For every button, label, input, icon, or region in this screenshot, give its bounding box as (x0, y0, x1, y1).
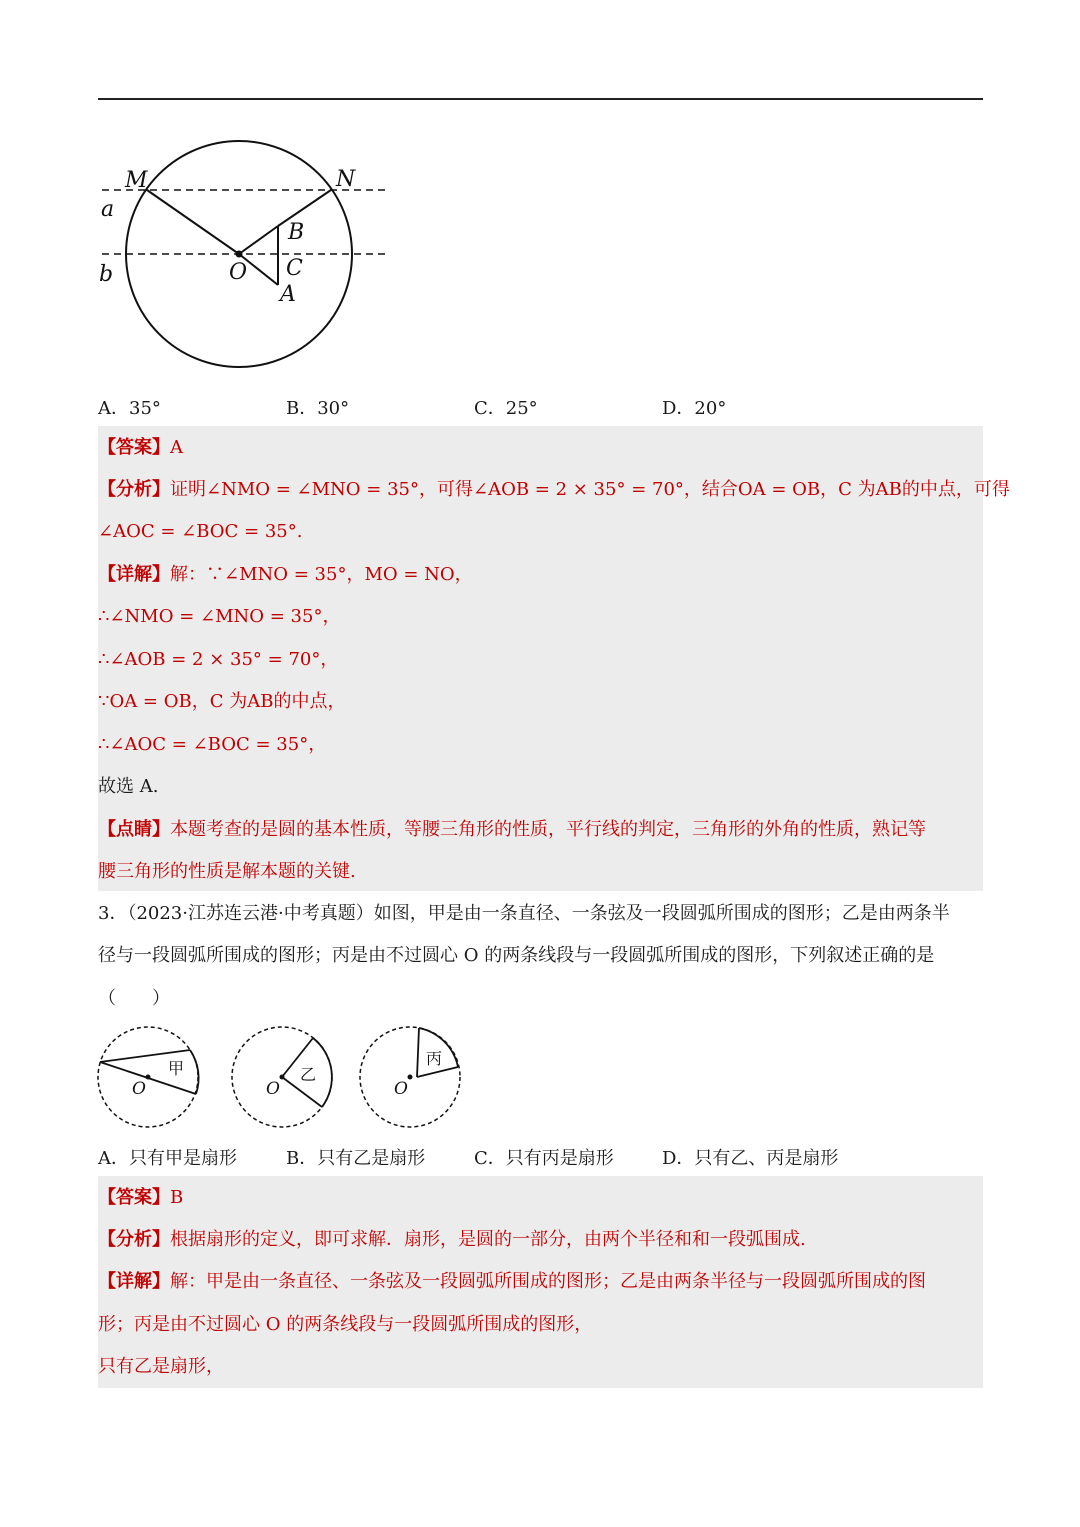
q3-stem-line2: 径与一段圆弧所围成的图形；丙是由不过圆心 O 的两条线段与一段圆弧所围成的图形，下列叙述正确的是 (98, 945, 935, 966)
detail-text-1: 解：∵∠MNO = 35°，MO = NO， (170, 564, 473, 585)
q2-option-a[interactable]: A．35° (98, 398, 161, 419)
segment-MO (147, 190, 239, 254)
detail-tag: 【详解】 (98, 564, 170, 585)
figure-yi (232, 1027, 332, 1127)
q3-stem-line3: （ ） (98, 988, 170, 1009)
q3-solution-box (98, 1176, 983, 1388)
figure-bing (360, 1027, 460, 1127)
q2-comment-line1 (98, 816, 983, 844)
answer-tag: 【答案】 (98, 437, 170, 458)
comment-tag: 【点睛】 (98, 819, 170, 840)
q2-detail-line6: 故选 A. (98, 776, 159, 797)
label-O-bing: O (394, 1079, 408, 1099)
label-O: O (229, 260, 248, 285)
q2-option-c[interactable]: C．25° (474, 398, 538, 419)
detail-tag: 【详解】 (98, 1271, 170, 1292)
q2-detail-line2: ∴∠NMO = ∠MNO = 35°， (98, 606, 341, 627)
q3-option-a[interactable]: A．只有甲是扇形 (98, 1148, 237, 1169)
analysis-text: 根据扇形的定义，即可求解．扇形，是圆的一部分，由两个半径和和一段弧围成. (170, 1229, 806, 1250)
q3-stem-line1: 3．（2023·江苏连云港·中考真题）如图，甲是由一条直径、一条弦及一段圆弧所围成的图形；乙是由两条半 (98, 903, 950, 924)
figure-jia (98, 1027, 199, 1127)
label-bing: 丙 (426, 1049, 443, 1068)
q2-option-b[interactable]: B．30° (286, 398, 350, 419)
circle-figure (92, 130, 402, 375)
q2-detail-line4: ∵OA = OB，C 为AB的中点， (98, 691, 346, 712)
q3-option-c[interactable]: C．只有丙是扇形 (474, 1148, 614, 1169)
q2-detail-line1 (98, 561, 983, 589)
q3-detail-line3: 只有乙是扇形， (98, 1356, 224, 1377)
center-dot (236, 251, 243, 258)
q3-option-d[interactable]: D．只有乙、丙是扇形 (662, 1148, 839, 1169)
label-N: N (336, 167, 356, 192)
label-b: b (99, 262, 114, 287)
label-O-yi: O (266, 1079, 280, 1099)
q3-detail-line2: 形；丙是由不过圆心 O 的两条线段与一段圆弧所围成的图形， (98, 1314, 593, 1335)
segment-OB (239, 226, 278, 254)
label-A: A (280, 282, 296, 307)
q2-options (98, 390, 983, 424)
analysis-tag: 【分析】 (98, 1229, 170, 1250)
analysis-tag: 【分析】 (98, 479, 170, 500)
q2-analysis-line1 (98, 476, 1010, 504)
q3-options (98, 1140, 983, 1174)
label-O-jia: O (132, 1079, 146, 1099)
segment-NB (278, 190, 331, 226)
q2-detail-line5: ∴∠AOC = ∠BOC = 35°， (98, 734, 327, 755)
label-jia: 甲 (168, 1059, 185, 1078)
header-rule (98, 98, 983, 100)
label-yi: 乙 (300, 1065, 317, 1084)
q2-option-d[interactable]: D．20° (662, 398, 727, 419)
q3-detail-line1 (98, 1268, 983, 1296)
label-C: C (286, 256, 303, 281)
label-M: M (125, 168, 148, 193)
comment-text-1: 本题考查的是圆的基本性质，等腰三角形的性质，平行线的判定，三角形的外角的性质，熟记等 (170, 819, 926, 840)
q2-detail-line3: ∴∠AOB = 2 × 35° = 70°， (98, 649, 339, 670)
label-a: a (101, 197, 115, 222)
answer-text: B (170, 1187, 184, 1208)
q3-option-b[interactable]: B．只有乙是扇形 (286, 1148, 426, 1169)
q2-answer (98, 434, 983, 462)
q3-answer (98, 1184, 983, 1212)
answer-text: A (170, 437, 183, 458)
detail-text-1: 解：甲是由一条直径、一条弦及一段圆弧所围成的图形；乙是由两条半径与一段圆弧所围成的图 (170, 1271, 926, 1292)
label-B: B (288, 220, 305, 245)
three-circles-figure (92, 1022, 472, 1132)
answer-tag: 【答案】 (98, 1187, 170, 1208)
analysis-text-1: 证明∠NMO = ∠MNO = 35°，可得∠AOB = 2 × 35° = 70°，结合OA = OB，C 为AB的中点，可得 (170, 479, 1010, 500)
q3-analysis (98, 1226, 983, 1254)
q2-analysis-line2: ∠AOC = ∠BOC = 35°. (98, 521, 303, 542)
q2-solution-box (98, 426, 1010, 891)
q2-comment-line2: 腰三角形的性质是解本题的关键. (98, 861, 356, 882)
